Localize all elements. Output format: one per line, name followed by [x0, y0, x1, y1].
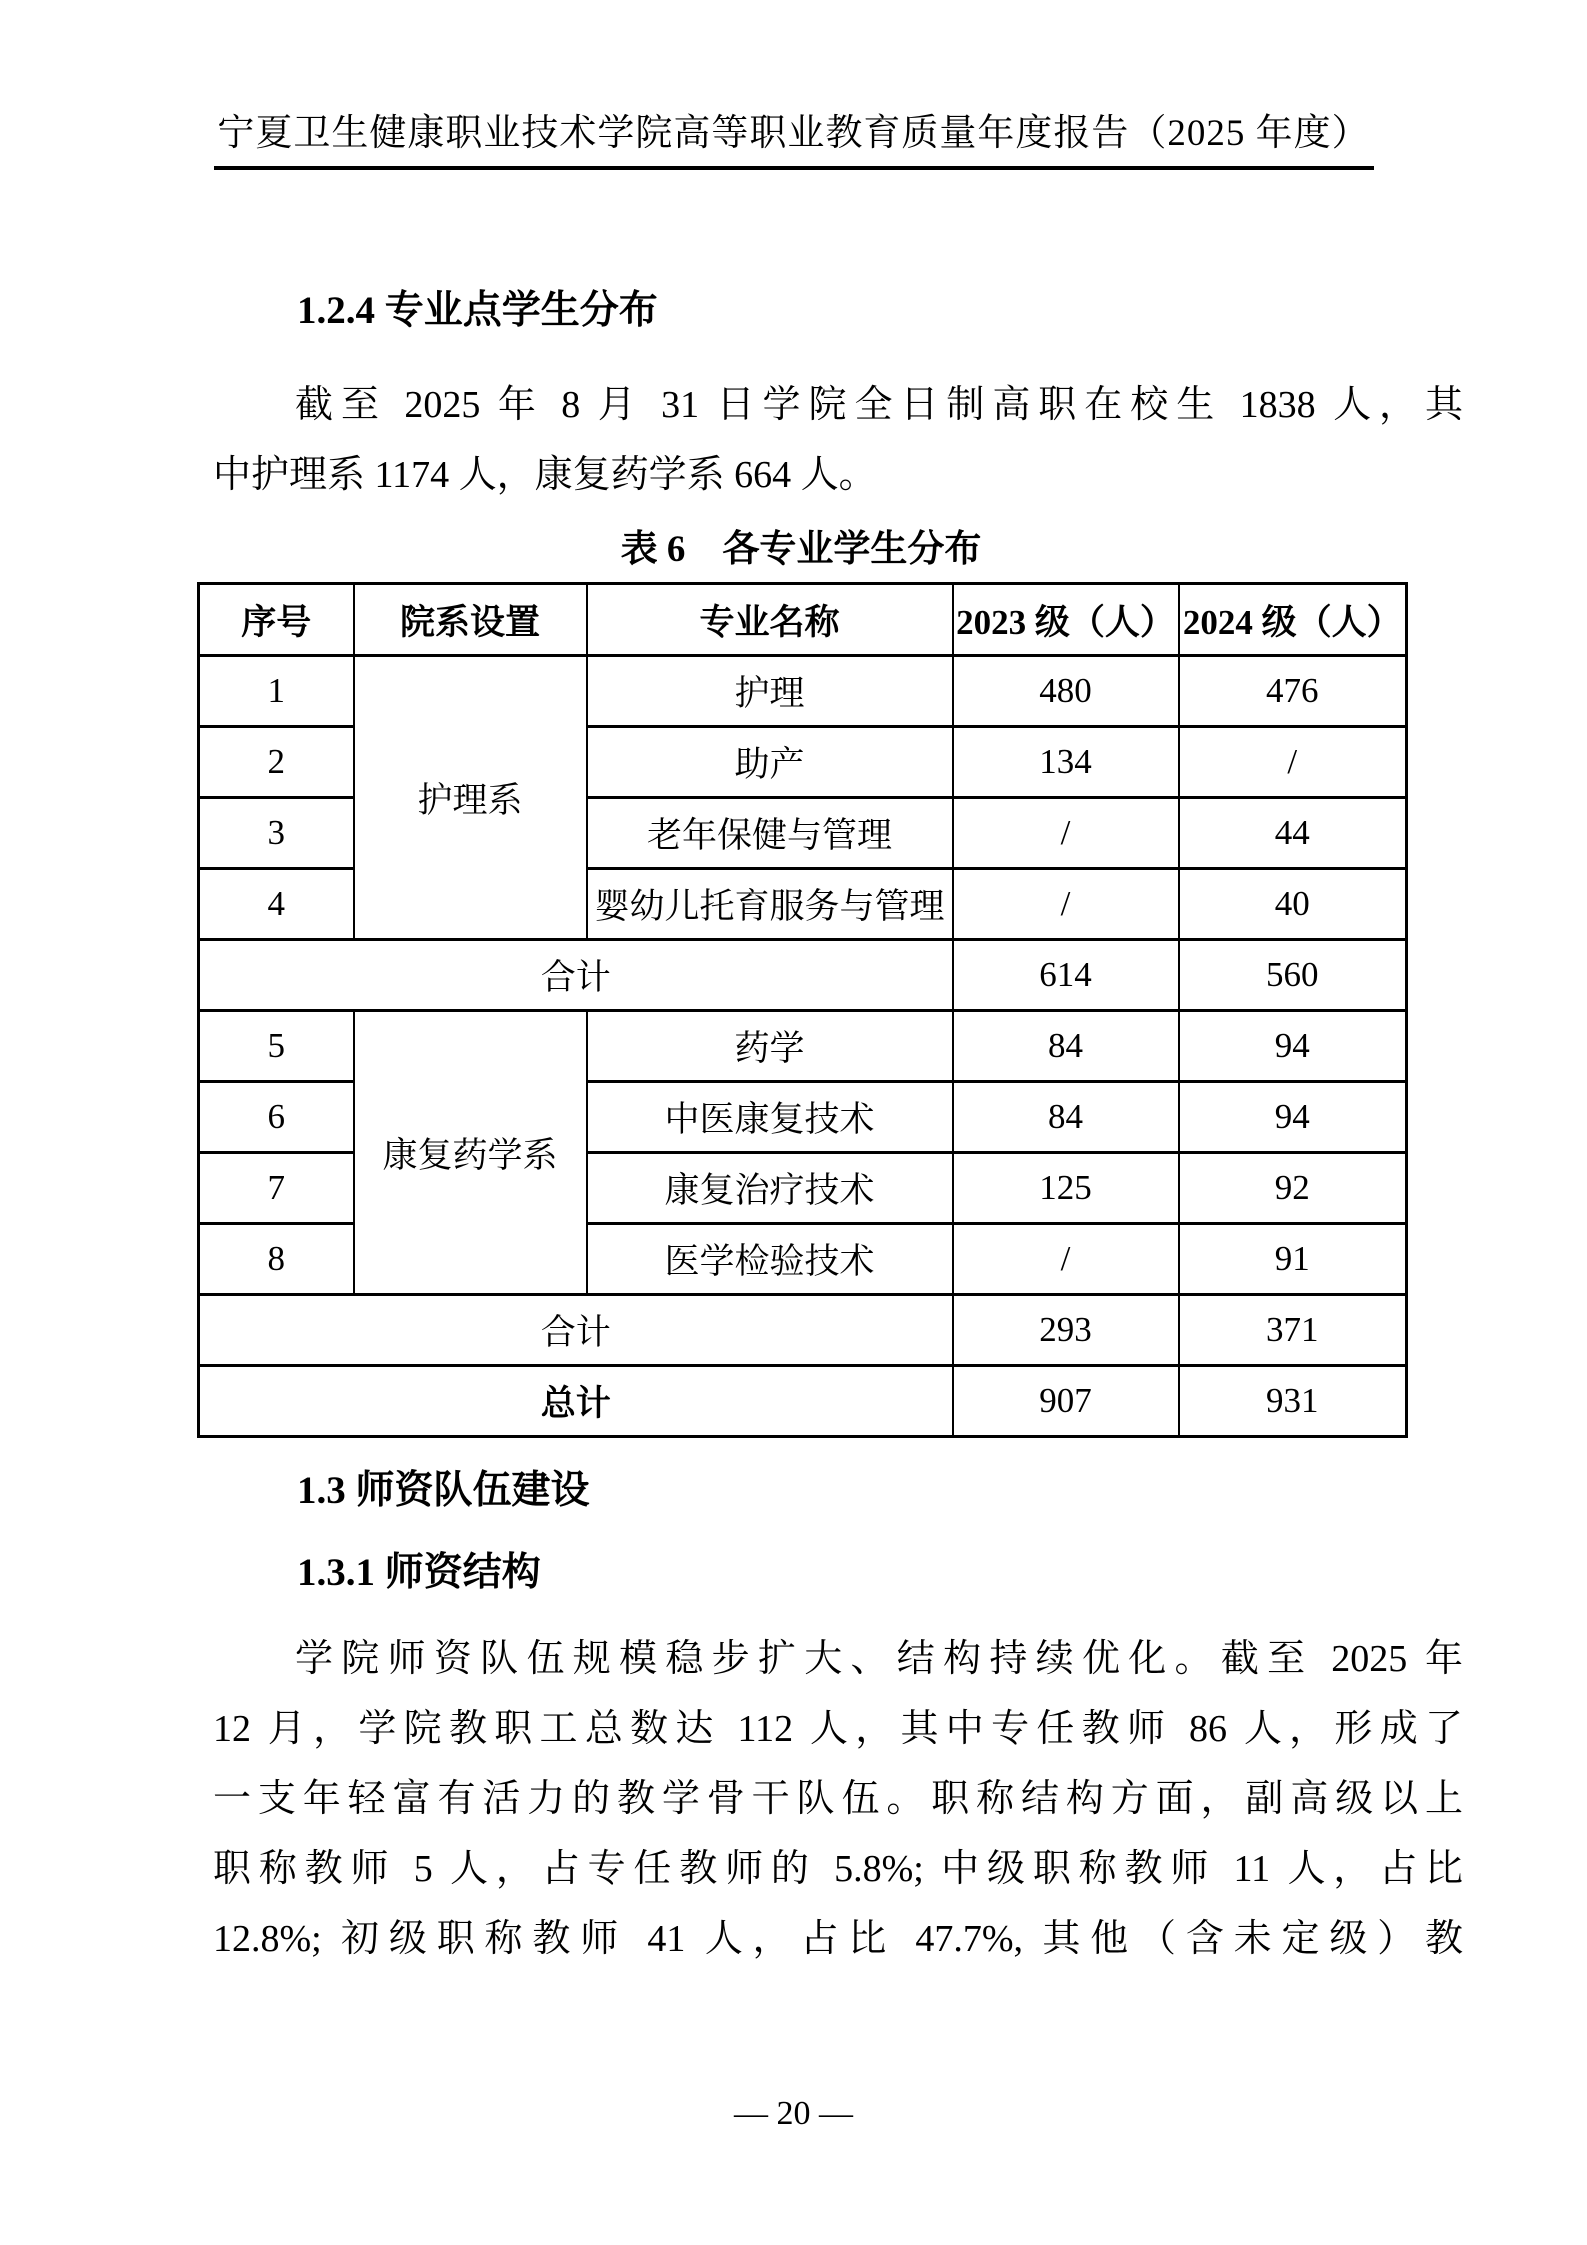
- cell-2023: 293: [953, 1295, 1179, 1366]
- paragraph-line: 截至 2025 年 8 月 31 日学院全日制高职在校生 1838 人，其: [295, 384, 1463, 426]
- cell-major: 助产: [587, 727, 953, 798]
- cell-major: 婴幼儿托育服务与管理: [587, 869, 953, 940]
- subtotal-row: [199, 1295, 1407, 1366]
- table-row: [199, 1011, 1407, 1082]
- cell-major: 中医康复技术: [587, 1082, 953, 1153]
- cell-2024: 44: [1179, 798, 1407, 869]
- faculty-paragraph: [213, 1624, 1463, 1974]
- paragraph-line: 12 月，学院教职工总数达 112 人，其中专任教师 86 人，形成了: [213, 1708, 1463, 1750]
- cell-major: 老年保健与管理: [587, 798, 953, 869]
- col-header-2023: 2023 级（人）: [953, 584, 1179, 656]
- subtotal-row: [199, 940, 1407, 1011]
- page-footer: [0, 2095, 1587, 2133]
- cell-major: 康复治疗技术: [587, 1153, 953, 1224]
- table-caption: 表 6 各专业学生分布: [620, 529, 982, 570]
- paragraph-line: 职称教师 5 人，占专任教师的 5.8%; 中级职称教师 11 人，占比: [213, 1848, 1463, 1890]
- cell-2024: 92: [1179, 1153, 1407, 1224]
- cell-2024: 40: [1179, 869, 1407, 940]
- page-number: — 20 —: [734, 2095, 853, 2132]
- table-header-row: [199, 584, 1407, 656]
- paragraph-line: 12.8%; 初级职称教师 41 人，占比 47.7%, 其他（含未定级）教: [213, 1918, 1463, 1960]
- cell-2024: 94: [1179, 1011, 1407, 1082]
- paragraph-line: 中护理系 1174 人，康复药学系 664 人。: [213, 454, 877, 496]
- cell-2023: 84: [953, 1011, 1179, 1082]
- paragraph-line: 一支年轻富有活力的教学骨干队伍。职称结构方面，副高级以上: [213, 1778, 1463, 1820]
- cell-serial: 5: [199, 1011, 354, 1082]
- cell-2023: 614: [953, 940, 1179, 1011]
- cell-major: 医学检验技术: [587, 1224, 953, 1295]
- col-header-major: 专业名称: [587, 584, 953, 656]
- header-title: 宁夏卫生健康职业技术学院高等职业教育质量年度报告（2025 年度）: [217, 113, 1370, 154]
- intro-paragraph: [213, 370, 1463, 510]
- cell-serial: 6: [199, 1082, 354, 1153]
- students-distribution-table: [197, 582, 1408, 1438]
- cell-major: 护理: [587, 656, 953, 727]
- cell-2024: 476: [1179, 656, 1407, 727]
- paragraph-line: 学院师资队伍规模稳步扩大、结构持续优化。截至 2025 年: [295, 1638, 1463, 1680]
- cell-2023: /: [953, 1224, 1179, 1295]
- cell-department: 康复药学系: [354, 1011, 587, 1295]
- section-heading-1-3: 1.3 师资队伍建设: [297, 1469, 590, 1512]
- cell-subtotal-label: 合计: [199, 1295, 953, 1366]
- page-header: [214, 0, 1374, 170]
- cell-2024: 371: [1179, 1295, 1407, 1366]
- page-content: [213, 286, 1463, 1974]
- cell-serial: 8: [199, 1224, 354, 1295]
- section-heading-1-3-1: 1.3.1 师资结构: [297, 1551, 541, 1594]
- cell-serial: 3: [199, 798, 354, 869]
- cell-2023: 125: [953, 1153, 1179, 1224]
- cell-2024: 91: [1179, 1224, 1407, 1295]
- cell-serial: 4: [199, 869, 354, 940]
- col-header-department: 院系设置: [354, 584, 587, 656]
- table-row: [199, 656, 1407, 727]
- cell-department: 护理系: [354, 656, 587, 940]
- cell-serial: 2: [199, 727, 354, 798]
- cell-2024: 560: [1179, 940, 1407, 1011]
- cell-serial: 1: [199, 656, 354, 727]
- cell-total-label: 总计: [199, 1366, 953, 1437]
- cell-subtotal-label: 合计: [199, 940, 953, 1011]
- cell-2024: 931: [1179, 1366, 1407, 1437]
- cell-2023: 134: [953, 727, 1179, 798]
- cell-2023: /: [953, 869, 1179, 940]
- cell-2024: /: [1179, 727, 1407, 798]
- cell-2023: 907: [953, 1366, 1179, 1437]
- cell-2023: 480: [953, 656, 1179, 727]
- col-header-2024: 2024 级（人）: [1179, 584, 1407, 656]
- cell-2024: 94: [1179, 1082, 1407, 1153]
- section-heading-1-2-4: 1.2.4 专业点学生分布: [297, 289, 658, 332]
- total-row: [199, 1366, 1407, 1437]
- col-header-serial: 序号: [199, 584, 354, 656]
- cell-major: 药学: [587, 1011, 953, 1082]
- cell-2023: 84: [953, 1082, 1179, 1153]
- cell-serial: 7: [199, 1153, 354, 1224]
- cell-2023: /: [953, 798, 1179, 869]
